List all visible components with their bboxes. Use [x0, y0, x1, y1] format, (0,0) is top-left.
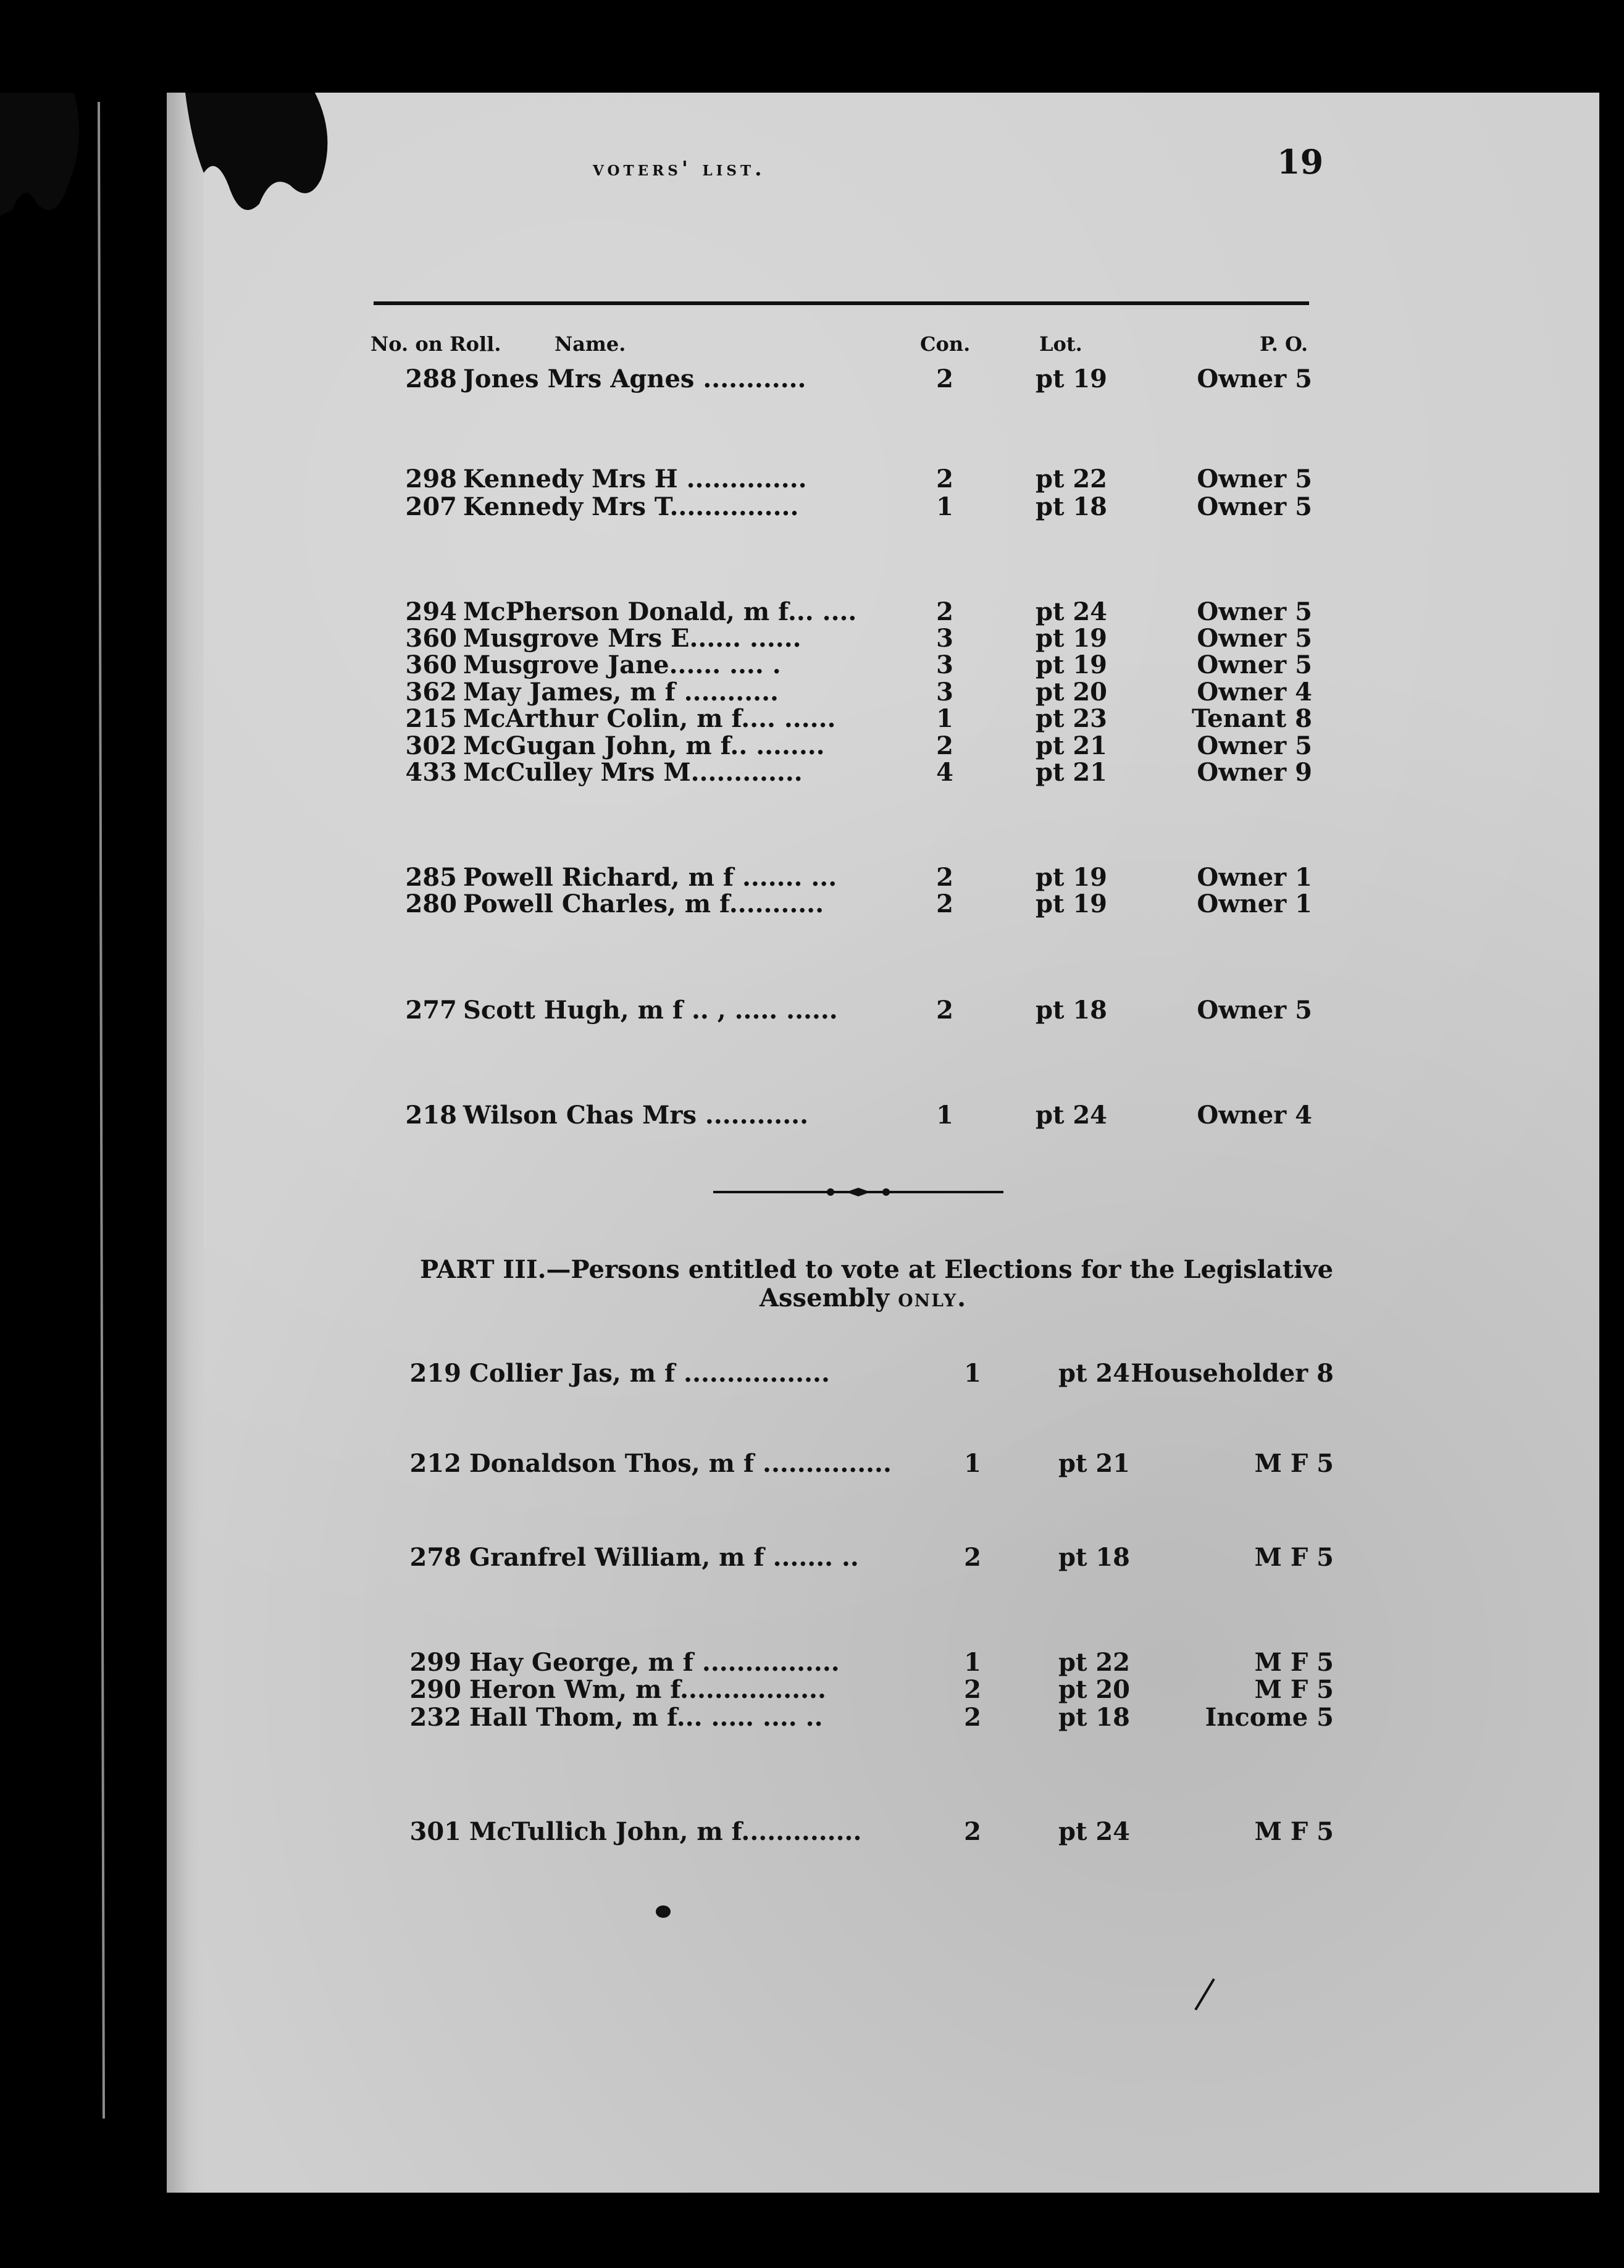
concession: 1 [964, 1359, 981, 1388]
voter-name: Donaldson Thos, m f ............... [469, 1449, 892, 1478]
lot: pt 22 [1058, 1648, 1131, 1677]
roll-number: 215 [405, 704, 457, 733]
column-header-name: Name. [555, 332, 626, 356]
list-item [0, 1817, 1624, 1846]
lot: pt 21 [1035, 758, 1108, 787]
list-item [0, 1543, 1624, 1571]
concession: 3 [936, 624, 953, 653]
voter-name: Heron Wm, m f................. [469, 1675, 826, 1704]
list-item [0, 1359, 1624, 1387]
lot: pt 18 [1058, 1543, 1131, 1572]
post-office: Owner 5 [1197, 364, 1312, 393]
post-office: Owner 5 [1197, 996, 1312, 1025]
roll-number: 290 [409, 1675, 461, 1704]
post-office: Owner 5 [1197, 597, 1312, 626]
list-item [0, 650, 1624, 679]
roll-number: 212 [409, 1449, 461, 1478]
voter-name: Jones Mrs Agnes ............ [463, 364, 806, 393]
list-item [0, 597, 1624, 626]
list-item [0, 464, 1624, 493]
list-item [0, 1648, 1624, 1676]
roll-number: 302 [405, 731, 457, 760]
post-office: M F 5 [1254, 1648, 1334, 1677]
lot: pt 21 [1035, 731, 1108, 760]
voter-name: Powell Richard, m f ....... ... [463, 863, 837, 892]
concession: 3 [936, 678, 953, 707]
concession: 2 [936, 364, 953, 393]
post-office: Owner 1 [1197, 889, 1312, 918]
voter-name: Granfrel William, m f ....... .. [469, 1543, 859, 1572]
lot: pt 19 [1035, 650, 1108, 679]
roll-number: 280 [405, 889, 457, 918]
pen-mark [1192, 1976, 1216, 2014]
lot: pt 19 [1035, 863, 1108, 892]
voter-name: May James, m f ........... [463, 678, 779, 707]
post-office: Owner 5 [1197, 492, 1312, 521]
post-office: Owner 5 [1197, 650, 1312, 679]
lot: pt 24 [1058, 1359, 1131, 1388]
concession: 2 [964, 1675, 981, 1704]
roll-number: 277 [405, 996, 457, 1025]
roll-number: 362 [405, 678, 457, 707]
lot: pt 19 [1035, 889, 1108, 918]
post-office: Owner 1 [1197, 863, 1312, 892]
voter-name: Wilson Chas Mrs ............ [463, 1101, 809, 1130]
ink-dot [656, 1905, 671, 1918]
lot: pt 20 [1058, 1675, 1131, 1704]
column-header-con: Con. [920, 332, 971, 356]
concession: 1 [936, 704, 953, 733]
running-head: voters' list. [593, 156, 766, 180]
roll-number: 232 [409, 1703, 461, 1732]
voter-name: Kennedy Mrs H .............. [463, 464, 807, 494]
post-office: Owner 9 [1197, 758, 1312, 787]
post-office: Owner 5 [1197, 464, 1312, 494]
voter-name: Scott Hugh, m f .. , ..... ...... [463, 996, 838, 1025]
voter-name: Hay George, m f ................ [469, 1648, 840, 1677]
voter-name: Powell Charles, m f........... [463, 889, 824, 918]
roll-number: 207 [405, 492, 457, 521]
post-office: Owner 4 [1197, 1101, 1312, 1130]
roll-number: 285 [405, 863, 457, 892]
voter-name: McArthur Colin, m f.... ...... [463, 704, 836, 733]
concession: 2 [964, 1703, 981, 1732]
header-rule [374, 301, 1309, 305]
concession: 1 [964, 1648, 981, 1677]
voter-name: Collier Jas, m f ................. [469, 1359, 830, 1388]
lot: pt 23 [1035, 704, 1108, 733]
post-office: Owner 5 [1197, 731, 1312, 760]
list-item [0, 889, 1624, 918]
lot: pt 24 [1035, 1101, 1108, 1130]
column-header-no-on-roll: No. on Roll. [370, 332, 501, 356]
concession: 4 [936, 758, 953, 787]
list-item [0, 492, 1624, 521]
roll-number: 294 [405, 597, 457, 626]
ornament-divider [713, 1183, 1003, 1201]
voter-name: Musgrove Mrs E...... ...... [463, 624, 802, 653]
column-header-po: P. O. [1260, 332, 1308, 356]
list-item [0, 1449, 1624, 1477]
roll-number: 278 [409, 1543, 461, 1572]
list-item [0, 1703, 1624, 1731]
list-item [0, 758, 1624, 786]
list-item [0, 1101, 1624, 1129]
lot: pt 18 [1058, 1703, 1131, 1732]
voter-name: Musgrove Jane...... .... . [463, 650, 781, 679]
list-item [0, 996, 1624, 1024]
lot: pt 22 [1035, 464, 1108, 494]
roll-number: 298 [405, 464, 457, 494]
part3-heading-continued [760, 1283, 967, 1312]
list-item [0, 863, 1624, 891]
concession: 2 [936, 731, 953, 760]
concession: 1 [964, 1449, 981, 1478]
voter-name: Kennedy Mrs T............... [463, 492, 799, 521]
lot: pt 18 [1035, 996, 1108, 1025]
column-header-lot: Lot. [1039, 332, 1082, 356]
concession: 2 [936, 996, 953, 1025]
post-office: Owner 5 [1197, 624, 1312, 653]
lot: pt 19 [1035, 624, 1108, 653]
concession: 2 [936, 464, 953, 494]
list-item [0, 624, 1624, 652]
concession: 2 [936, 863, 953, 892]
voter-name: McGugan John, m f.. ........ [463, 731, 825, 760]
roll-number: 360 [405, 650, 457, 679]
post-office: Income 5 [1205, 1703, 1334, 1732]
roll-number: 299 [409, 1648, 461, 1677]
page-number: 19 [1277, 142, 1324, 182]
concession: 3 [936, 650, 953, 679]
post-office: M F 5 [1254, 1817, 1334, 1846]
lot: pt 24 [1035, 597, 1108, 626]
post-office: Tenant 8 [1192, 704, 1312, 733]
post-office: M F 5 [1254, 1543, 1334, 1572]
roll-number: 218 [405, 1101, 457, 1130]
roll-number: 301 [409, 1817, 461, 1846]
voter-name: McTullich John, m f.............. [469, 1817, 862, 1846]
roll-number: 433 [405, 758, 457, 787]
concession: 1 [936, 492, 953, 521]
roll-number: 360 [405, 624, 457, 653]
voter-name: McPherson Donald, m f... .... [463, 597, 857, 626]
voter-name: McCulley Mrs M............. [463, 758, 803, 787]
list-item [0, 364, 1624, 393]
roll-number: 219 [409, 1359, 461, 1388]
list-item [0, 1675, 1624, 1703]
concession: 1 [936, 1101, 953, 1130]
part3-heading: PART III.—Persons entitled to vote at Elections for the Legislative [420, 1255, 1334, 1284]
concession: 2 [936, 889, 953, 918]
list-item [0, 678, 1624, 706]
list-item [0, 731, 1624, 760]
concession: 2 [964, 1817, 981, 1846]
post-office: M F 5 [1254, 1449, 1334, 1478]
post-office: M F 5 [1254, 1675, 1334, 1704]
lot: pt 20 [1035, 678, 1108, 707]
post-office: Householder 8 [1131, 1359, 1334, 1388]
voter-name: Hall Thom, m f... ..... .... .. [469, 1703, 823, 1732]
roll-number: 288 [405, 364, 457, 393]
concession: 2 [964, 1543, 981, 1572]
lot: pt 19 [1035, 364, 1108, 393]
lot: pt 18 [1035, 492, 1108, 521]
part3-heading-assembly: Assembly [760, 1283, 890, 1312]
lot: pt 21 [1058, 1449, 1131, 1478]
list-item [0, 704, 1624, 733]
lot: pt 24 [1058, 1817, 1131, 1846]
concession: 2 [936, 597, 953, 626]
post-office: Owner 4 [1197, 678, 1312, 707]
part3-heading-only: only. [898, 1283, 967, 1312]
